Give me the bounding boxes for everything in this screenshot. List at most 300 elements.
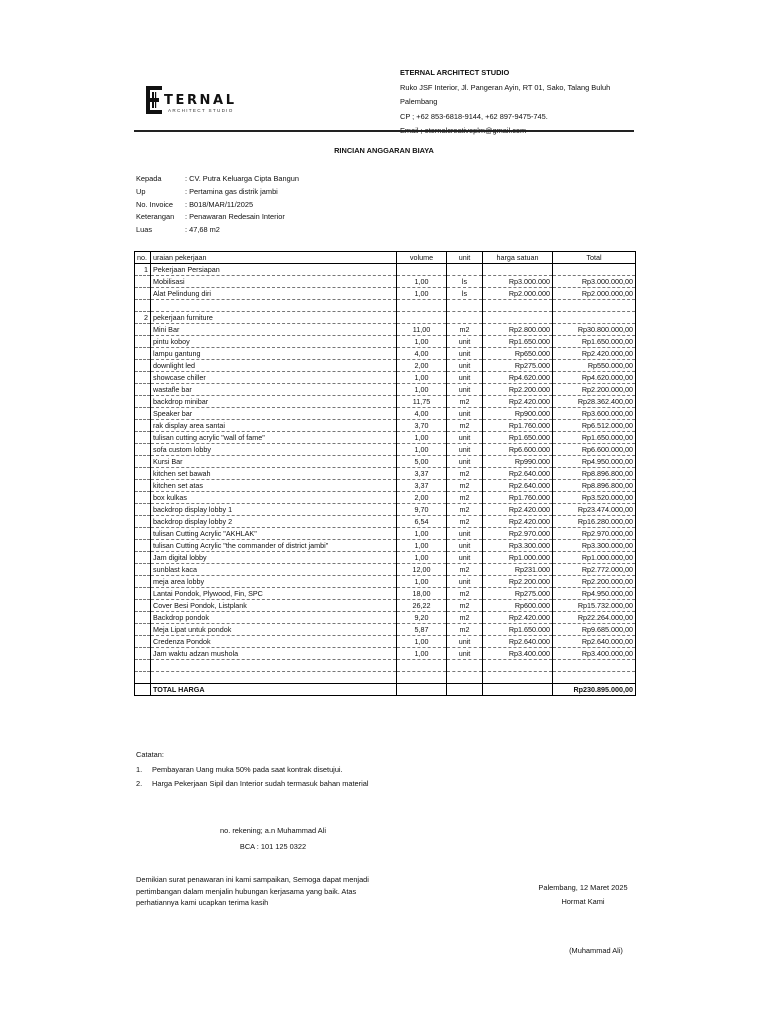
- item-description: Mini Bar: [151, 324, 397, 336]
- item-total: Rp3.600.000,00: [553, 408, 636, 420]
- company-email: [400, 124, 640, 139]
- item-description: [151, 672, 397, 684]
- item-unit: ls: [447, 288, 483, 300]
- item-description: Jam waktu adzan mushola: [151, 648, 397, 660]
- note-item: [136, 777, 369, 792]
- note-number: 2.: [136, 779, 143, 788]
- closing-line-3: perhatiannya kami ucapkan terima kasih: [136, 898, 269, 908]
- table-row: [135, 372, 636, 384]
- row-number: [135, 396, 151, 408]
- table-row: [135, 312, 636, 324]
- meta-label: No. Invoice: [136, 199, 173, 209]
- item-unit-price: Rp3.400.000: [483, 648, 553, 660]
- item-unit-price: Rp2.640.000: [483, 636, 553, 648]
- item-volume: 1,00: [397, 648, 447, 660]
- total-row: [135, 684, 636, 696]
- item-description: wastafle bar: [151, 384, 397, 396]
- row-number: [135, 444, 151, 456]
- table-row: [135, 672, 636, 684]
- item-description: sunblast kaca: [151, 564, 397, 576]
- table-row: [135, 300, 636, 312]
- item-unit-price: [483, 300, 553, 312]
- total-empty-cell: [483, 684, 553, 696]
- item-total: Rp3.000.000,00: [553, 276, 636, 288]
- table-row: [135, 612, 636, 624]
- item-unit: m2: [447, 600, 483, 612]
- row-number: [135, 492, 151, 504]
- meta-value: : Penawaran Redesain Interior: [185, 212, 285, 222]
- table-row: [135, 444, 636, 456]
- row-number: [135, 600, 151, 612]
- row-number: [135, 420, 151, 432]
- item-total: Rp15.732.000,00: [553, 600, 636, 612]
- item-unit: unit: [447, 528, 483, 540]
- row-number: [135, 300, 151, 312]
- item-volume: 1,00: [397, 432, 447, 444]
- table-row: [135, 420, 636, 432]
- table-row: [135, 360, 636, 372]
- item-volume: 9,20: [397, 612, 447, 624]
- item-volume: 26,22: [397, 600, 447, 612]
- item-unit-price: Rp990.000: [483, 456, 553, 468]
- row-number: [135, 432, 151, 444]
- meta-label: Kepada: [136, 174, 162, 183]
- row-number: 2: [135, 312, 151, 324]
- item-volume: 1,00: [397, 552, 447, 564]
- item-unit: m2: [447, 588, 483, 600]
- item-description: kitchen set bawah: [151, 468, 397, 480]
- item-total: Rp6.512.000,00: [553, 420, 636, 432]
- item-unit: ls: [447, 276, 483, 288]
- row-number: [135, 324, 151, 336]
- item-description: Meja Lipat untuk pondok: [151, 624, 397, 636]
- item-unit: m2: [447, 612, 483, 624]
- item-unit-price: Rp275.000: [483, 360, 553, 372]
- item-volume: 5,00: [397, 456, 447, 468]
- item-volume: 1,00: [397, 528, 447, 540]
- item-unit-price: Rp2.420.000: [483, 516, 553, 528]
- meta-label: Keterangan: [136, 212, 175, 222]
- item-volume: 12,00: [397, 564, 447, 576]
- item-total: [553, 312, 636, 324]
- item-description: box kulkas: [151, 492, 397, 504]
- table-row: [135, 336, 636, 348]
- item-unit-price: Rp2.420.000: [483, 396, 553, 408]
- row-number: [135, 576, 151, 588]
- item-total: Rp4.950.000,00: [553, 588, 636, 600]
- table-row: [135, 528, 636, 540]
- item-description: Cover Besi Pondok, Listplank: [151, 600, 397, 612]
- item-volume: 2,00: [397, 492, 447, 504]
- note-text: Harga Pekerjaan Sipil dan Interior sudah termasuk bahan material: [152, 779, 369, 788]
- item-unit-price: Rp6.600.000: [483, 444, 553, 456]
- item-description: backdrop display lobby 1: [151, 504, 397, 516]
- item-description: tulisan cutting acrylic "wall of fame": [151, 432, 397, 444]
- item-description: backdrop minibar: [151, 396, 397, 408]
- item-description: meja area lobby: [151, 576, 397, 588]
- item-description: Kursi Bar: [151, 456, 397, 468]
- item-unit: m2: [447, 504, 483, 516]
- note-number: 1.: [136, 764, 143, 774]
- item-total: Rp1.650.000,00: [553, 336, 636, 348]
- total-empty-cell: [447, 684, 483, 696]
- item-total: Rp28.362.400,00: [553, 396, 636, 408]
- item-total: [553, 264, 636, 276]
- item-unit-price: Rp650.000: [483, 348, 553, 360]
- row-number: [135, 288, 151, 300]
- item-volume: 3,37: [397, 480, 447, 492]
- table-row: [135, 456, 636, 468]
- item-unit: m2: [447, 564, 483, 576]
- item-description: Speaker bar: [151, 408, 397, 420]
- item-total: Rp1.650.000,00: [553, 432, 636, 444]
- table-row: [135, 432, 636, 444]
- item-unit-price: [483, 660, 553, 672]
- item-volume: 1,00: [397, 444, 447, 456]
- table-row: [135, 348, 636, 360]
- item-description: Credenza Pondok: [151, 636, 397, 648]
- item-total: [553, 660, 636, 672]
- item-volume: 11,00: [397, 324, 447, 336]
- item-total: Rp23.474.000,00: [553, 504, 636, 516]
- table-row: [135, 636, 636, 648]
- item-volume: 1,00: [397, 276, 447, 288]
- row-number: 1: [135, 264, 151, 276]
- item-unit: unit: [447, 360, 483, 372]
- item-volume: 5,87: [397, 624, 447, 636]
- item-total: Rp2.772.000,00: [553, 564, 636, 576]
- item-description: pekerjaan furniture: [151, 312, 397, 324]
- table-row: [135, 384, 636, 396]
- item-unit: unit: [447, 636, 483, 648]
- item-unit-price: Rp600.000: [483, 600, 553, 612]
- item-volume: 1,00: [397, 540, 447, 552]
- item-unit: unit: [447, 348, 483, 360]
- item-unit: m2: [447, 396, 483, 408]
- item-total: Rp3.400.000,00: [553, 648, 636, 660]
- item-description: kitchen set atas: [151, 480, 397, 492]
- header-total: Total: [553, 252, 636, 264]
- item-total: Rp2.970.000,00: [553, 528, 636, 540]
- greeting: Hormat Kami: [561, 896, 605, 906]
- item-total: Rp1.000.000,00: [553, 552, 636, 564]
- table-row: [135, 540, 636, 552]
- company-logo: [142, 82, 242, 118]
- item-volume: 1,00: [397, 288, 447, 300]
- row-number: [135, 528, 151, 540]
- item-unit: [447, 312, 483, 324]
- item-description: lampu gantung: [151, 348, 397, 360]
- item-unit-price: Rp2.640.000: [483, 480, 553, 492]
- item-unit-price: Rp900.000: [483, 408, 553, 420]
- signature-block: [538, 881, 628, 908]
- row-number: [135, 660, 151, 672]
- signatory-name: (Muhammad Ali): [569, 946, 623, 955]
- row-number: [135, 348, 151, 360]
- item-total: Rp9.685.000,00: [553, 624, 636, 636]
- item-description: sofa custom lobby: [151, 444, 397, 456]
- item-unit-price: Rp2.000.000: [483, 288, 553, 300]
- header-divider: [134, 130, 634, 132]
- item-total: Rp8.896.800,00: [553, 480, 636, 492]
- logo-subtitle: ARCHITECT STUDIO: [168, 108, 234, 113]
- row-number: [135, 624, 151, 636]
- closing-line-1: Demikian surat penawaran ini kami sampaikan, Semoga dapat menjadi: [136, 875, 369, 884]
- row-number: [135, 360, 151, 372]
- item-unit: unit: [447, 336, 483, 348]
- item-unit: m2: [447, 468, 483, 480]
- row-number: [135, 276, 151, 288]
- company-name: ETERNAL ARCHITECT STUDIO: [400, 68, 510, 77]
- company-phone: CP ; +62 853-6818-9144, +62 897-9475-745.: [400, 111, 548, 121]
- item-description: downlight led: [151, 360, 397, 372]
- item-total: Rp8.896.800,00: [553, 468, 636, 480]
- item-unit: unit: [447, 408, 483, 420]
- item-volume: 9,70: [397, 504, 447, 516]
- item-unit: unit: [447, 576, 483, 588]
- table-row: [135, 288, 636, 300]
- row-number: [135, 336, 151, 348]
- item-total: Rp2.000.000,00: [553, 288, 636, 300]
- item-volume: 18,00: [397, 588, 447, 600]
- meta-label: Up: [136, 186, 146, 196]
- item-unit-price: Rp1.760.000: [483, 492, 553, 504]
- item-description: [151, 300, 397, 312]
- row-number: [135, 504, 151, 516]
- total-empty-cell: [397, 684, 447, 696]
- item-description: Pekerjaan Persiapan: [151, 264, 397, 276]
- table-row: [135, 576, 636, 588]
- row-number: [135, 456, 151, 468]
- table-row: [135, 600, 636, 612]
- item-unit-price: Rp2.200.000: [483, 384, 553, 396]
- item-volume: 6,54: [397, 516, 447, 528]
- item-unit: [447, 300, 483, 312]
- table-row: [135, 408, 636, 420]
- row-number: [135, 588, 151, 600]
- header-volume: volume: [397, 252, 447, 264]
- item-unit-price: Rp3.000.000: [483, 276, 553, 288]
- document-title: RINCIAN ANGGARAN BIAYA: [334, 146, 434, 155]
- item-unit: unit: [447, 540, 483, 552]
- table-row: [135, 468, 636, 480]
- header-unit: unit: [447, 252, 483, 264]
- item-unit-price: Rp275.000: [483, 588, 553, 600]
- table-row: [135, 516, 636, 528]
- item-unit-price: [483, 312, 553, 324]
- item-total: Rp30.800.000,00: [553, 324, 636, 336]
- closing-paragraph: [136, 874, 396, 909]
- item-unit-price: Rp1.650.000: [483, 432, 553, 444]
- item-unit: unit: [447, 552, 483, 564]
- item-unit-price: Rp2.970.000: [483, 528, 553, 540]
- item-unit-price: Rp2.420.000: [483, 504, 553, 516]
- notes-section: [136, 748, 369, 792]
- item-description: rak display area santai: [151, 420, 397, 432]
- table-row: [135, 552, 636, 564]
- item-description: showcase chiller: [151, 372, 397, 384]
- total-value: Rp230.895.000,00: [553, 684, 636, 696]
- item-total: Rp16.280.000,00: [553, 516, 636, 528]
- table-row: [135, 588, 636, 600]
- row-number: [135, 384, 151, 396]
- table-row: [135, 648, 636, 660]
- item-unit: m2: [447, 420, 483, 432]
- item-volume: 4,00: [397, 348, 447, 360]
- table-row: [135, 396, 636, 408]
- item-volume: [397, 300, 447, 312]
- header-unit-price: harga satuan: [483, 252, 553, 264]
- table-row: [135, 504, 636, 516]
- item-total: Rp2.420.000,00: [553, 348, 636, 360]
- company-address-line-2: Palembang: [400, 97, 438, 107]
- item-volume: 1,00: [397, 372, 447, 384]
- company-address-line-1: Ruko JSF Interior, Jl. Pangeran Ayin, RT 01, Sako, Talang Buluh: [400, 82, 611, 92]
- logo-wordmark: TERNAL: [164, 93, 237, 108]
- item-unit: m2: [447, 516, 483, 528]
- item-unit: [447, 660, 483, 672]
- item-description: backdrop display lobby 2: [151, 516, 397, 528]
- note-item: [136, 763, 369, 778]
- table-row: [135, 492, 636, 504]
- item-unit: unit: [447, 432, 483, 444]
- row-number: [135, 636, 151, 648]
- header-no: no.: [135, 252, 151, 264]
- item-total: Rp2.200.000,00: [553, 384, 636, 396]
- item-unit-price: [483, 672, 553, 684]
- item-total: Rp6.600.000,00: [553, 444, 636, 456]
- company-info: [400, 66, 640, 139]
- item-unit: unit: [447, 444, 483, 456]
- bank-account-holder: no. rekening; a.n Muhammad Ali: [220, 826, 326, 835]
- item-total: Rp550.000,00: [553, 360, 636, 372]
- row-number: [135, 516, 151, 528]
- item-unit-price: Rp1.760.000: [483, 420, 553, 432]
- row-number: [135, 408, 151, 420]
- item-volume: [397, 660, 447, 672]
- meta-value: : 47,68 m2: [185, 225, 220, 235]
- item-unit: m2: [447, 492, 483, 504]
- item-description: Mobilisasi: [151, 276, 397, 288]
- bank-account-number: BCA : 101 125 0322: [239, 841, 307, 851]
- item-unit: m2: [447, 624, 483, 636]
- item-description: Lantai Pondok, Plywood, Fin, SPC: [151, 588, 397, 600]
- item-unit: [447, 672, 483, 684]
- item-volume: [397, 264, 447, 276]
- item-unit: [447, 264, 483, 276]
- row-number: [135, 480, 151, 492]
- table-row: [135, 564, 636, 576]
- closing-line-2: pertimbangan dalam menjalin hubungan kerjasama yang baik. Atas: [136, 886, 357, 896]
- item-total: [553, 300, 636, 312]
- row-number: [135, 672, 151, 684]
- item-description: pintu koboy: [151, 336, 397, 348]
- row-number: [135, 372, 151, 384]
- item-total: Rp4.620.000,00: [553, 372, 636, 384]
- item-unit: unit: [447, 648, 483, 660]
- item-volume: 1,00: [397, 336, 447, 348]
- item-unit-price: Rp2.200.000: [483, 576, 553, 588]
- row-number: [135, 552, 151, 564]
- item-unit-price: Rp2.640.000: [483, 468, 553, 480]
- table-row: [135, 324, 636, 336]
- total-no-cell: [135, 684, 151, 696]
- bank-account-info: [218, 823, 328, 854]
- item-total: [553, 672, 636, 684]
- header-description: uraian pekerjaan: [151, 252, 397, 264]
- row-number: [135, 564, 151, 576]
- item-volume: 1,00: [397, 636, 447, 648]
- meta-value: : B018/MAR/11/2025: [185, 199, 254, 209]
- item-description: tulisan Cutting Acrylic "AKHLAK": [151, 528, 397, 540]
- table-row: [135, 276, 636, 288]
- item-volume: 3,70: [397, 420, 447, 432]
- item-unit-price: Rp4.620.000: [483, 372, 553, 384]
- item-total: Rp4.950.000,00: [553, 456, 636, 468]
- item-unit-price: Rp1.000.000: [483, 552, 553, 564]
- item-total: Rp2.200.000,00: [553, 576, 636, 588]
- item-total: Rp22.264.000,00: [553, 612, 636, 624]
- item-volume: 1,00: [397, 576, 447, 588]
- item-unit-price: Rp1.650.000: [483, 336, 553, 348]
- meta-value: : CV. Putra Keluarga Cipta Bangun: [185, 174, 299, 183]
- note-text: Pembayaran Uang muka 50% pada saat kontrak disetujui.: [152, 764, 343, 774]
- item-unit-price: Rp231.000: [483, 564, 553, 576]
- total-label: TOTAL HARGA: [151, 684, 397, 696]
- logo-e-icon: [144, 84, 166, 116]
- row-number: [135, 648, 151, 660]
- item-total: Rp3.520.000,00: [553, 492, 636, 504]
- item-unit-price: Rp1.650.000: [483, 624, 553, 636]
- table-row: [135, 264, 636, 276]
- item-volume: [397, 312, 447, 324]
- item-unit: m2: [447, 480, 483, 492]
- item-unit: unit: [447, 456, 483, 468]
- table-row: [135, 624, 636, 636]
- row-number: [135, 540, 151, 552]
- item-description: Alat Pelindung diri: [151, 288, 397, 300]
- item-unit-price: Rp2.800.000: [483, 324, 553, 336]
- item-volume: 3,37: [397, 468, 447, 480]
- item-volume: 11,75: [397, 396, 447, 408]
- item-description: Jam digital lobby: [151, 552, 397, 564]
- item-unit: unit: [447, 372, 483, 384]
- item-volume: 2,00: [397, 360, 447, 372]
- item-unit-price: Rp2.420.000: [483, 612, 553, 624]
- place-date: Palembang, 12 Maret 2025: [538, 883, 628, 892]
- item-description: [151, 660, 397, 672]
- notes-heading: Catatan:: [136, 750, 164, 759]
- item-volume: 4,00: [397, 408, 447, 420]
- item-description: tulisan Cutting Acrylic "the commander of district jambi": [151, 540, 397, 552]
- item-unit: unit: [447, 384, 483, 396]
- table-header-row: [135, 252, 636, 264]
- item-volume: [397, 672, 447, 684]
- item-description: Backdrop pondok: [151, 612, 397, 624]
- item-unit-price: Rp3.300.000: [483, 540, 553, 552]
- table-row: [135, 480, 636, 492]
- row-number: [135, 468, 151, 480]
- table-row: [135, 660, 636, 672]
- item-unit: m2: [447, 324, 483, 336]
- cost-breakdown-table: [134, 251, 636, 696]
- item-total: Rp2.640.000,00: [553, 636, 636, 648]
- meta-label: Luas: [136, 225, 153, 235]
- item-volume: 1,00: [397, 384, 447, 396]
- item-total: Rp3.300.000,00: [553, 540, 636, 552]
- row-number: [135, 612, 151, 624]
- item-unit-price: [483, 264, 553, 276]
